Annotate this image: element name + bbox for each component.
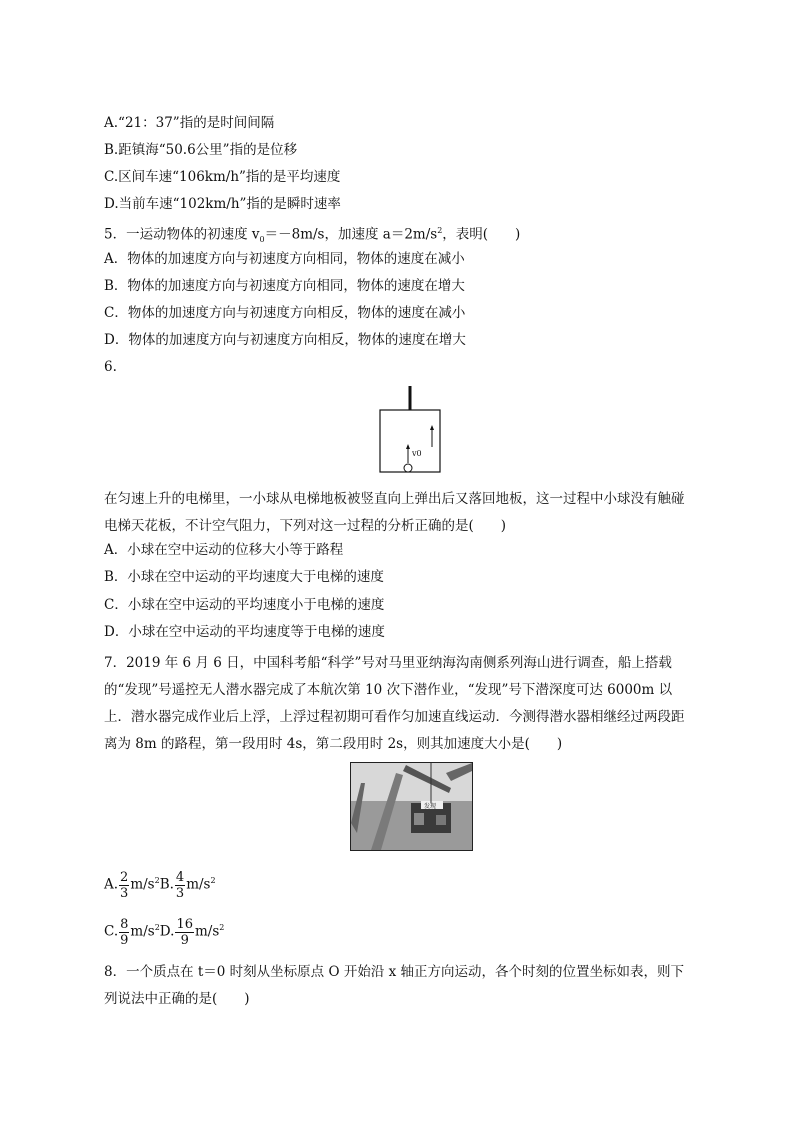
q5-stem-part-b: ＝－8m/s，加速度 a＝2m/s — [264, 226, 438, 243]
q6-number: 6. — [104, 359, 117, 375]
q6-option-b: B．小球在空中运动的平均速度大于电梯的速度 — [104, 569, 384, 585]
q7-opt-c-sup: 2 — [154, 923, 160, 932]
q7-opt-d-prefix: D. — [159, 923, 175, 940]
submersible-photo — [350, 762, 473, 851]
q5-option-a: A．物体的加速度方向与初速度方向相同，物体的速度在减小 — [104, 251, 465, 267]
ball-velocity-arrowhead — [406, 444, 410, 449]
q7-opt-d-fraction — [175, 917, 194, 948]
q5-option-c: C．物体的加速度方向与初速度方向相反，物体的速度在减小 — [104, 305, 466, 321]
q7-opt-b-unit: m/s — [186, 876, 211, 893]
q6-option-a: A．小球在空中运动的位移大小等于路程 — [104, 542, 344, 558]
q7-opt-d-denominator: 9 — [180, 932, 189, 948]
q7-opt-a-unit: m/s — [130, 876, 155, 893]
q7-opt-a-fraction — [119, 870, 129, 901]
q7-opt-d-numerator: 16 — [176, 916, 193, 932]
q4-option-b: B.距镇海“50.6公里”指的是位移 — [104, 142, 298, 158]
q7-opt-a-numerator: 2 — [120, 869, 129, 885]
q5-option-d: D．物体的加速度方向与初速度方向相反，物体的速度在增大 — [104, 332, 466, 348]
elevator-box — [380, 410, 440, 472]
q5-stem-subscript: 0 — [259, 235, 265, 245]
q7-stem: 7．2019 年 6 月 6 日，中国科考船“科学”号对马里亚纳海沟南侧系列海山进行调查，船上搭载的“发现”号遥控无人潜水器完成了本航次第 10 次下潜作业，“发现”号下潜深度可达 6000m 以上．潜水器完成作业后上浮，上浮过程初期可看作匀加速直线运动．今测得潜水器相继经过两段距离为 8m 的路程，第一段用时 4s，第二段用时 2s，则其加速度大小是( ) — [104, 655, 685, 752]
q7-opt-a-prefix: A. — [104, 876, 119, 893]
q7-opt-b-prefix: B. — [159, 876, 174, 893]
q7-opt-a-denominator: 3 — [120, 885, 129, 901]
q4-option-a: A.“21：37”指的是时间间隔 — [104, 115, 275, 131]
q7-opt-c-fraction — [119, 917, 129, 948]
q7-opt-b-denominator: 3 — [175, 885, 185, 901]
submersible-photo-drawing — [351, 763, 472, 850]
q7-opt-c-numerator: 8 — [120, 916, 129, 932]
ball — [404, 464, 412, 472]
q7-opt-b-numerator: 4 — [175, 869, 185, 885]
q5-stem-part-c: ，表明( ) — [442, 226, 521, 243]
q7-opt-c-unit: m/s — [130, 923, 155, 940]
elevator-motion-arrowhead — [430, 425, 434, 430]
q6-stem: 在匀速上升的电梯里，一小球从电梯地板被竖直向上弹出后又落回地板，这一过程中小球没有触碰电梯天花板，不计空气阻力，下列对这一过程的分析正确的是( ) — [104, 491, 685, 534]
q7-opt-c-denominator: 9 — [120, 932, 129, 948]
submersible-label: 发现 — [424, 803, 437, 810]
q7-opt-d-unit: m/s — [194, 923, 220, 940]
q4-option-d: D.当前车速“102km/h”指的是瞬时速率 — [104, 196, 341, 212]
elevator-diagram — [375, 384, 445, 476]
q7-opt-c-prefix: C. — [104, 923, 119, 940]
q6-option-c: C．小球在空中运动的平均速度小于电梯的速度 — [104, 597, 385, 613]
q7-opt-b-sup: 2 — [210, 876, 216, 885]
q8-stem: 8．一个质点在 t＝0 时刻从坐标原点 O 开始沿 x 轴正方向运动，各个时刻的位置坐标如表，则下列说法中正确的是( ) — [104, 964, 685, 1007]
q7-opt-d-sup: 2 — [219, 923, 225, 932]
q7-opt-b-fraction — [175, 870, 185, 901]
v0-label: v0 — [412, 449, 422, 458]
q5-option-b: B．物体的加速度方向与初速度方向相同，物体的速度在增大 — [104, 278, 465, 294]
q7-options-ab — [104, 864, 216, 902]
q5-stem-superscript: 2 — [437, 226, 443, 235]
q6-option-d: D．小球在空中运动的平均速度等于电梯的速度 — [104, 624, 385, 640]
q7-options-cd — [104, 911, 224, 949]
q7-opt-a-sup: 2 — [154, 876, 160, 885]
q5-stem-part-a: 5．一运动物体的初速度 v — [104, 226, 260, 243]
q4-option-c: C.区间车速“106km/h”指的是平均速度 — [104, 169, 341, 185]
q5-stem — [104, 222, 520, 249]
